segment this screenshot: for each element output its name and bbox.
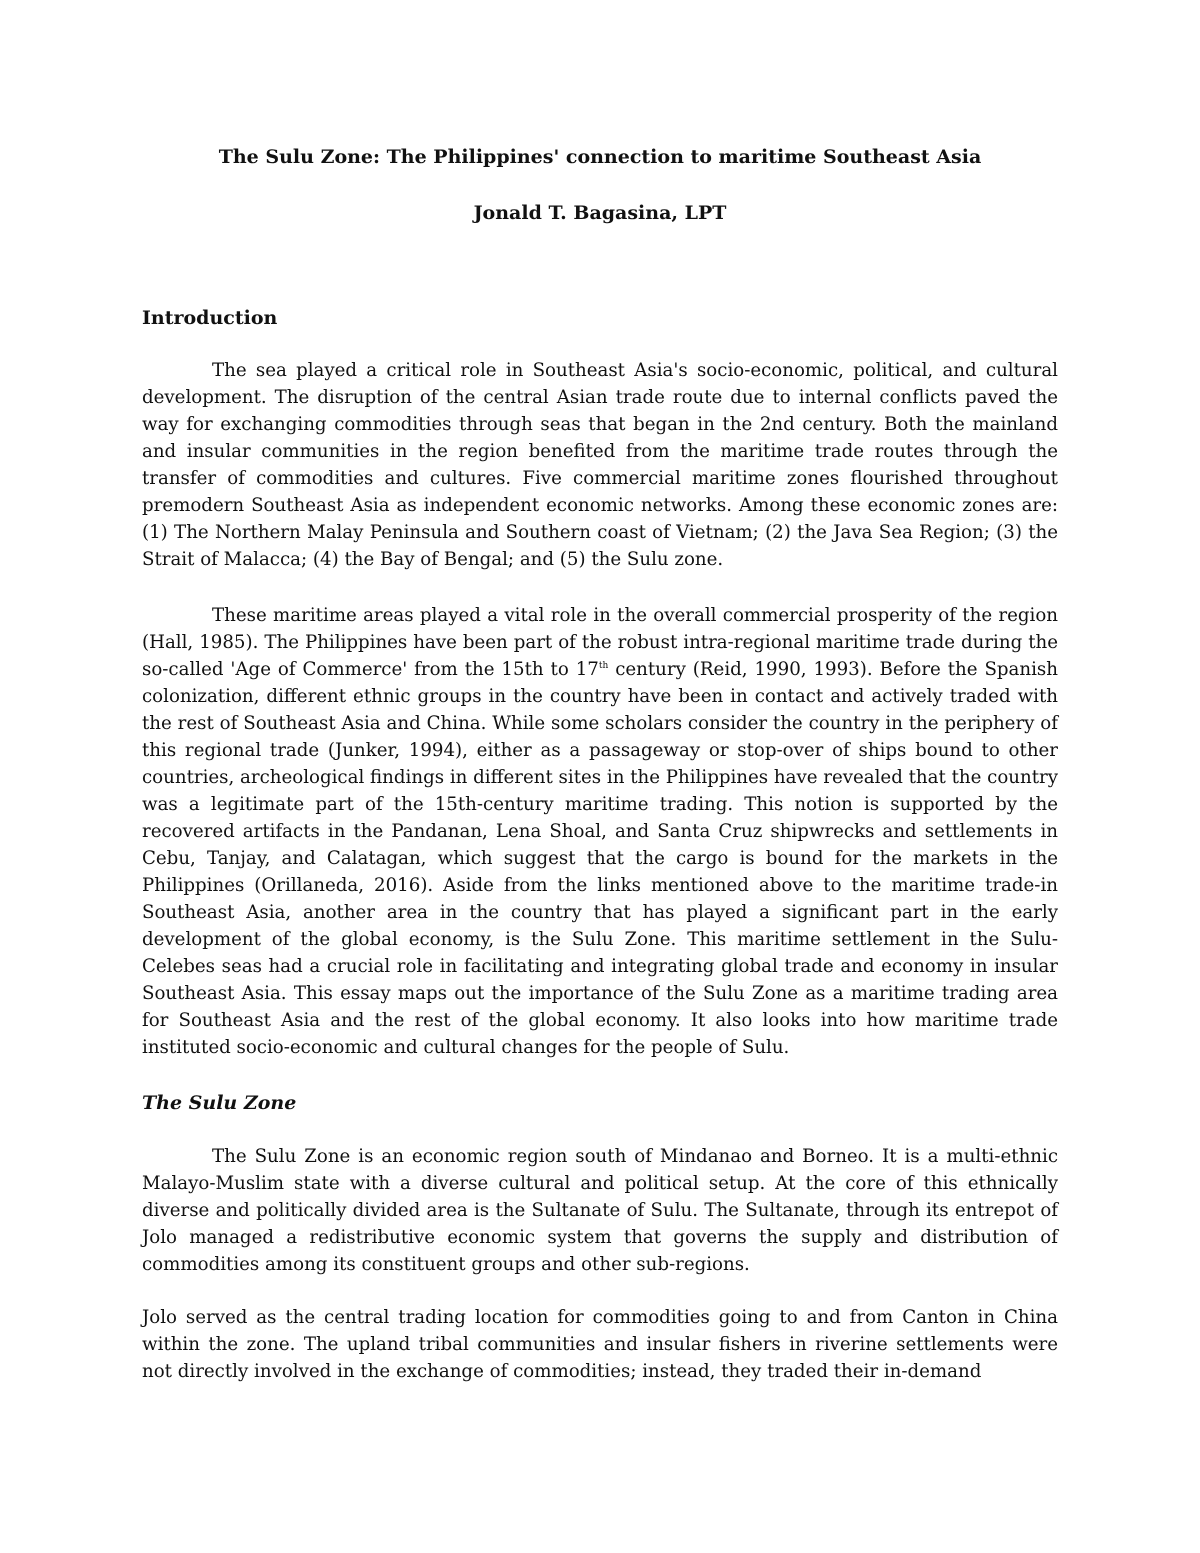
paragraph: Jolo served as the central trading location for commodities going to and from Canton in China within the zone. The upland tribal communities and insular fishers in riverine settlements were not directly involved in the exchange of commodities; instead, they traded their in-demand (142, 1307, 1058, 1382)
paragraph (142, 602, 1058, 1061)
section-heading-introduction: Introduction (142, 307, 278, 329)
superscript-ordinal: th (598, 660, 609, 671)
paragraph-text: century (Reid, 1990, 1993). Before the Spanish colonization, different ethnic groups in the country have been in contact and actively traded with the rest of Southeast Asia and China. While some scholars consider the country in the periphery of this regional trade (Junker, 1994), either as a passageway or stop-over of ships bound to other countries, archeological findings in different sites in the Philippines have revealed that the country was a legitimate part of the 15th-century maritime trading. This notion is supported by the recovered artifacts in the Pandanan, Lena Shoal, and Santa Cruz shipwrecks and settlements in Cebu, Tanjay, and Calatagan, which suggest that the cargo is bound for the markets in the Philippines (Orillaneda, 2016). Aside from the links mentioned above to the maritime trade-in Southeast Asia, another area in the country that has played a significant part in the early development of the global economy, is the Sulu Zone. This maritime settlement in the Sulu-Celebes seas had a crucial role in facilitating and integrating global trade and economy in insular Southeast Asia. This essay maps out the importance of the Sulu Zone as a maritime trading area for Southeast Asia and the rest of the global economy. It also looks into how maritime trade instituted socio-economic and cultural changes for the people of Sulu. (142, 659, 1058, 1058)
document-author: Jonald T. Bagasina, LPT (473, 202, 727, 224)
document-title: The Sulu Zone: The Philippines' connection to maritime Southeast Asia (218, 146, 982, 168)
paragraph: The sea played a critical role in Southeast Asia's socio-economic, political, and cultural development. The disruption of the central Asian trade route due to internal conflicts paved the way for exchanging commodities through seas that began in the 2nd century. Both the mainland and insular communities in the region benefited from the maritime trade routes through the transfer of commodities and cultures. Five commercial maritime zones flourished throughout premodern Southeast Asia as independent economic networks. Among these economic zones are: (1) The Northern Malay Peninsula and Southern coast of Vietnam; (2) the Java Sea Region; (3) the Strait of Malacca; (4) the Bay of Bengal; and (5) the Sulu zone. (142, 360, 1058, 570)
section-heading-sulu-zone: The Sulu Zone (142, 1092, 297, 1114)
paragraph: The Sulu Zone is an economic region south of Mindanao and Borneo. It is a multi-ethnic Malayo-Muslim state with a diverse cultural and political setup. At the core of this ethnically diverse and politically divided area is the Sultanate of Sulu. The Sultanate, through its entrepot of Jolo managed a redistributive economic system that governs the supply and distribution of commodities among its constituent groups and other sub-regions. (142, 1146, 1058, 1275)
paragraph-text: These maritime areas played a vital role in the overall commercial prosperity of the region (Hall, 1985). The Philippines have been part of the robust intra-regional maritime trade during the so-called 'Age of Commerce' from the 15th to 17 (142, 605, 1058, 680)
